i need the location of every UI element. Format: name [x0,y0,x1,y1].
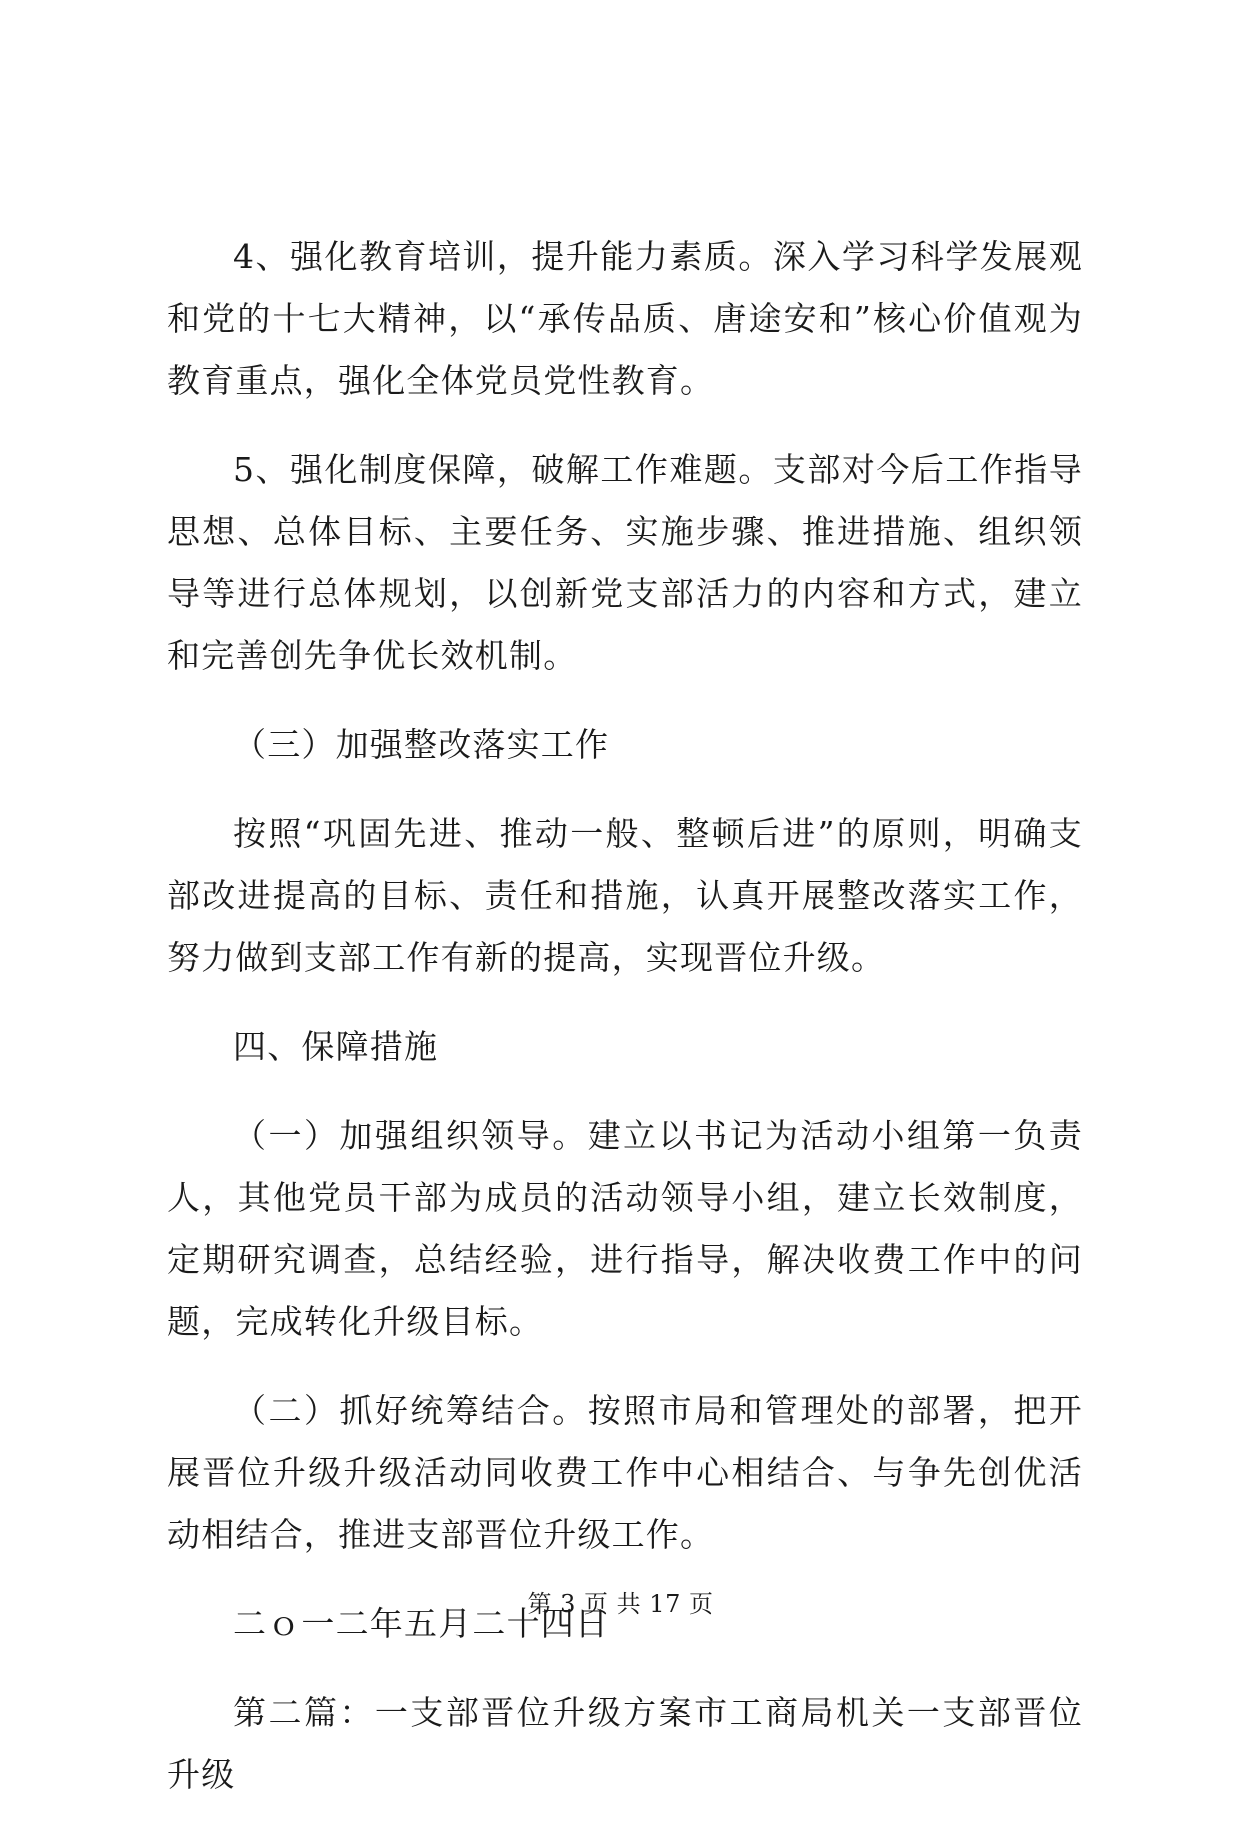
document-date: 二ｏ一二年五月二十四日 [233,1604,610,1643]
paragraph-organization-leadership: （一）加强组织领导。建立以书记为活动小组第一负责人，其他党员干部为成员的活动领导小组，建立长效制度，定期研究调查，总结经验，进行指导，解决收费工作中的问题，完成转化升级目标。 [167,1116,1083,1341]
paragraph-coordination: （二）抓好统筹结合。按照市局和管理处的部署，把开展晋位升级升级活动同收费工作中心相结合、与争先创优活动相结合，推进支部晋位升级工作。 [167,1391,1083,1554]
section-heading-rectification: （三）加强整改落实工作 [233,725,610,764]
paragraph-rectification: 按照“巩固先进、推动一般、整顿后进”的原则，明确支部改进提高的目标、责任和措施，认真开展整改落实工作，努力做到支部工作有新的提高，实现晋位升级。 [167,814,1083,977]
page-footer: 第 3 页 共 17 页 [527,1590,714,1618]
paragraph-second-article-title: 第二篇：一支部晋位升级方案市工商局机关一支部晋位升级 [167,1693,1083,1794]
section-heading-safeguards: 四、保障措施 [233,1027,439,1066]
paragraph-system-guarantee: 5、强化制度保障，破解工作难题。支部对今后工作指导思想、总体目标、主要任务、实施步骤、推进措施、组织领导等进行总体规划，以创新党支部活力的内容和方式，建立和完善创先争优长效机制。 [167,450,1083,675]
paragraph-education-training: 4、强化教育培训，提升能力素质。深入学习科学发展观和党的十七大精神，以“承传品质、唐途安和”核心价值观为教育重点，强化全体党员党性教育。 [167,237,1083,400]
